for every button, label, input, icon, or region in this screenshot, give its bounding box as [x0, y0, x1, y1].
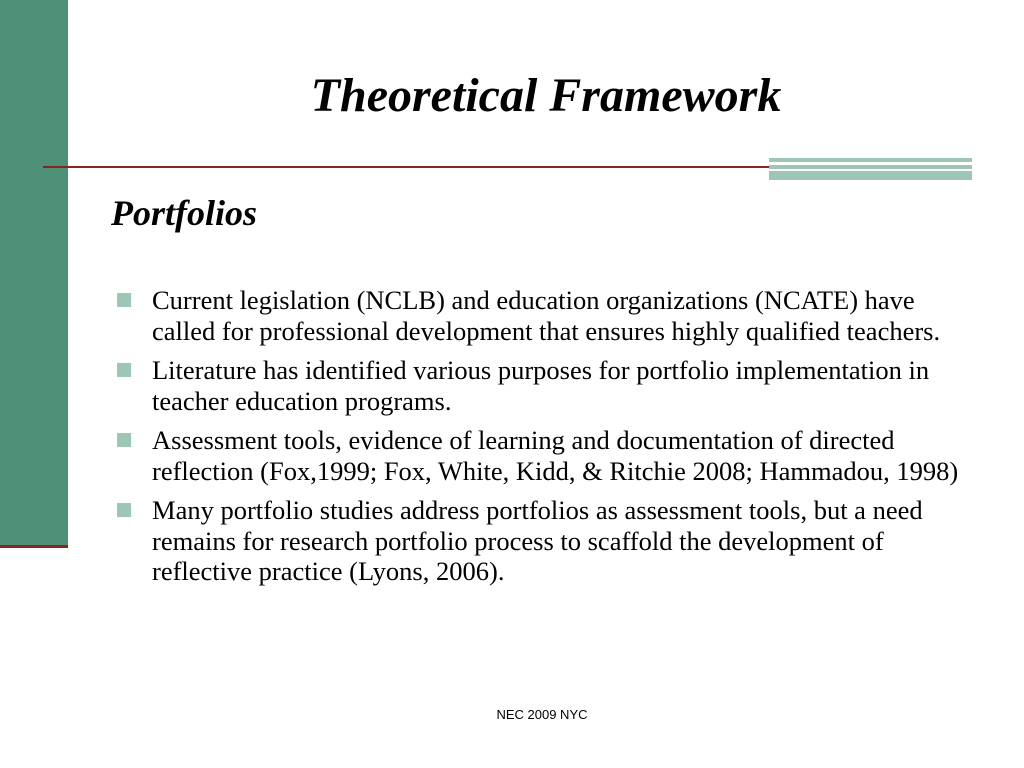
- bullet-item: [115, 355, 965, 416]
- slide-subtitle: Portfolios: [111, 193, 258, 233]
- bullet-item: [115, 285, 965, 346]
- bullet-text: Current legislation (NCLB) and education organizations (NCATE) have called for professional development that ensures highly qualified teachers.: [152, 285, 941, 346]
- bullet-text: Assessment tools, evidence of learning and documentation of directed reflection (Fox,1999; Fox, White, Kidd, & Ritchie 2008; Hammadou, 1998): [152, 425, 959, 486]
- left-sidebar-rule: [0, 545, 68, 548]
- accent-stripe: [769, 158, 972, 162]
- accent-stripes: [769, 158, 972, 180]
- bullet-item: [115, 425, 965, 486]
- square-bullet-icon: [117, 433, 131, 447]
- slide-title: Theoretical Framework: [310, 69, 782, 122]
- title-underline-rule: [43, 166, 769, 168]
- square-bullet-icon: [117, 363, 131, 377]
- square-bullet-icon: [117, 503, 131, 517]
- left-sidebar-bar: [0, 0, 68, 545]
- accent-stripe: [769, 171, 972, 180]
- accent-stripe: [769, 165, 972, 169]
- bullet-text: Literature has identified various purposes for portfolio implementation in teacher education programs.: [152, 355, 930, 416]
- slide-footer: NEC 2009 NYC: [496, 707, 588, 722]
- bullet-item: [115, 495, 965, 587]
- bullet-list: [115, 285, 965, 596]
- square-bullet-icon: [117, 293, 131, 307]
- bullet-text: Many portfolio studies address portfolios as assessment tools, but a need remains for research portfolio process to scaffold the development of reflective practice (Lyons, 2006).: [152, 495, 923, 586]
